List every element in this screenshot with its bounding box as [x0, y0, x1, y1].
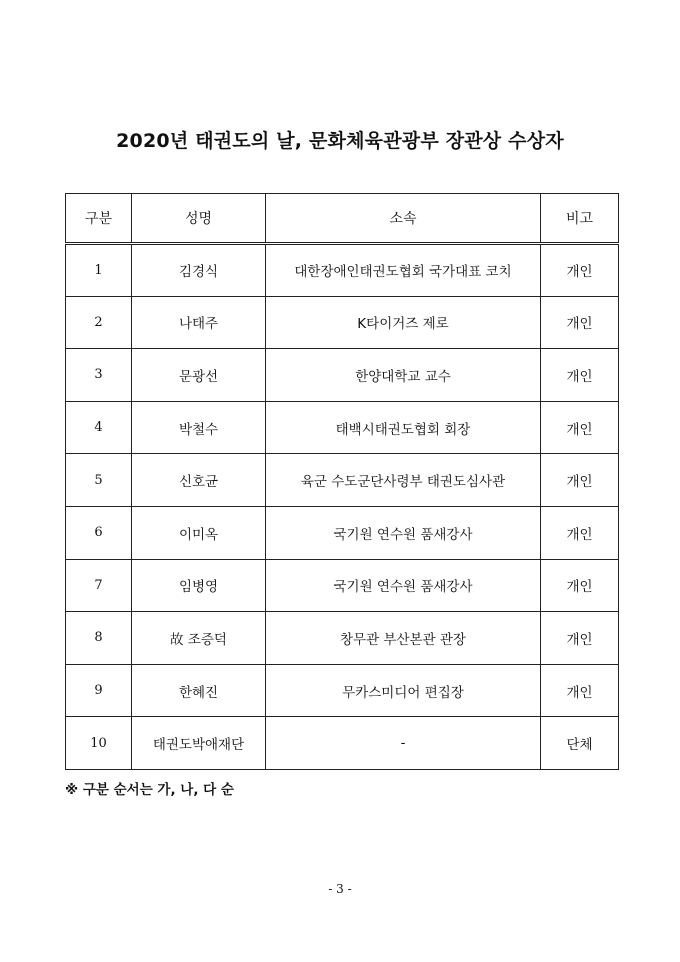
cell-affiliation: 육군 수도군단사령부 태권도심사관: [266, 454, 541, 507]
cell-affiliation: 무카스미디어 편집장: [266, 664, 541, 717]
cell-name: 이미옥: [132, 506, 266, 559]
cell-remarks: 개인: [541, 244, 619, 297]
cell-no: 8: [66, 612, 132, 665]
table-header-row: [66, 194, 619, 244]
cell-affiliation: K타이거즈 제로: [266, 296, 541, 349]
header-category: 구분: [66, 194, 132, 244]
table-row: [66, 559, 619, 612]
header-remarks: 비고: [541, 194, 619, 244]
table-row: [66, 506, 619, 559]
cell-remarks: 개인: [541, 506, 619, 559]
awardees-table: [65, 193, 619, 770]
cell-affiliation: 국기원 연수원 품새강사: [266, 506, 541, 559]
cell-no: 6: [66, 506, 132, 559]
cell-remarks: 단체: [541, 717, 619, 770]
cell-name: 태권도박애재단: [132, 717, 266, 770]
cell-name: 박철수: [132, 401, 266, 454]
header-name: 성명: [132, 194, 266, 244]
cell-no: 3: [66, 349, 132, 402]
cell-remarks: 개인: [541, 664, 619, 717]
cell-no: 9: [66, 664, 132, 717]
table-row: [66, 401, 619, 454]
cell-no: 7: [66, 559, 132, 612]
table-row: [66, 664, 619, 717]
cell-no: 2: [66, 296, 132, 349]
header-affiliation: 소속: [266, 194, 541, 244]
cell-remarks: 개인: [541, 296, 619, 349]
cell-affiliation: 창무관 부산본관 관장: [266, 612, 541, 665]
table-row: [66, 454, 619, 507]
cell-remarks: 개인: [541, 612, 619, 665]
cell-remarks: 개인: [541, 454, 619, 507]
cell-name: 한혜진: [132, 664, 266, 717]
ordering-footnote: ※ 구분 순서는 가, 나, 다 순: [65, 782, 234, 798]
cell-name: 김경식: [132, 244, 266, 297]
table-row: [66, 244, 619, 297]
table-row: [66, 349, 619, 402]
cell-name: 임병영: [132, 559, 266, 612]
table-row: [66, 612, 619, 665]
table-row: [66, 717, 619, 770]
cell-no: 4: [66, 401, 132, 454]
table-row: [66, 296, 619, 349]
document-title: 2020년 태권도의 날, 문화체육관광부 장관상 수상자: [116, 130, 564, 152]
cell-affiliation: 한양대학교 교수: [266, 349, 541, 402]
cell-affiliation: 대한장애인태권도협회 국가대표 코치: [266, 244, 541, 297]
cell-no: 5: [66, 454, 132, 507]
cell-affiliation: 국기원 연수원 품새강사: [266, 559, 541, 612]
cell-affiliation: -: [266, 717, 541, 770]
cell-remarks: 개인: [541, 401, 619, 454]
cell-name: 나태주: [132, 296, 266, 349]
cell-name: 故 조증덕: [132, 612, 266, 665]
cell-affiliation: 태백시태권도협회 회장: [266, 401, 541, 454]
cell-no: 1: [66, 244, 132, 297]
cell-remarks: 개인: [541, 559, 619, 612]
cell-no: 10: [66, 717, 132, 770]
cell-name: 문광선: [132, 349, 266, 402]
cell-name: 신호균: [132, 454, 266, 507]
cell-remarks: 개인: [541, 349, 619, 402]
page-number: - 3 -: [328, 882, 352, 896]
